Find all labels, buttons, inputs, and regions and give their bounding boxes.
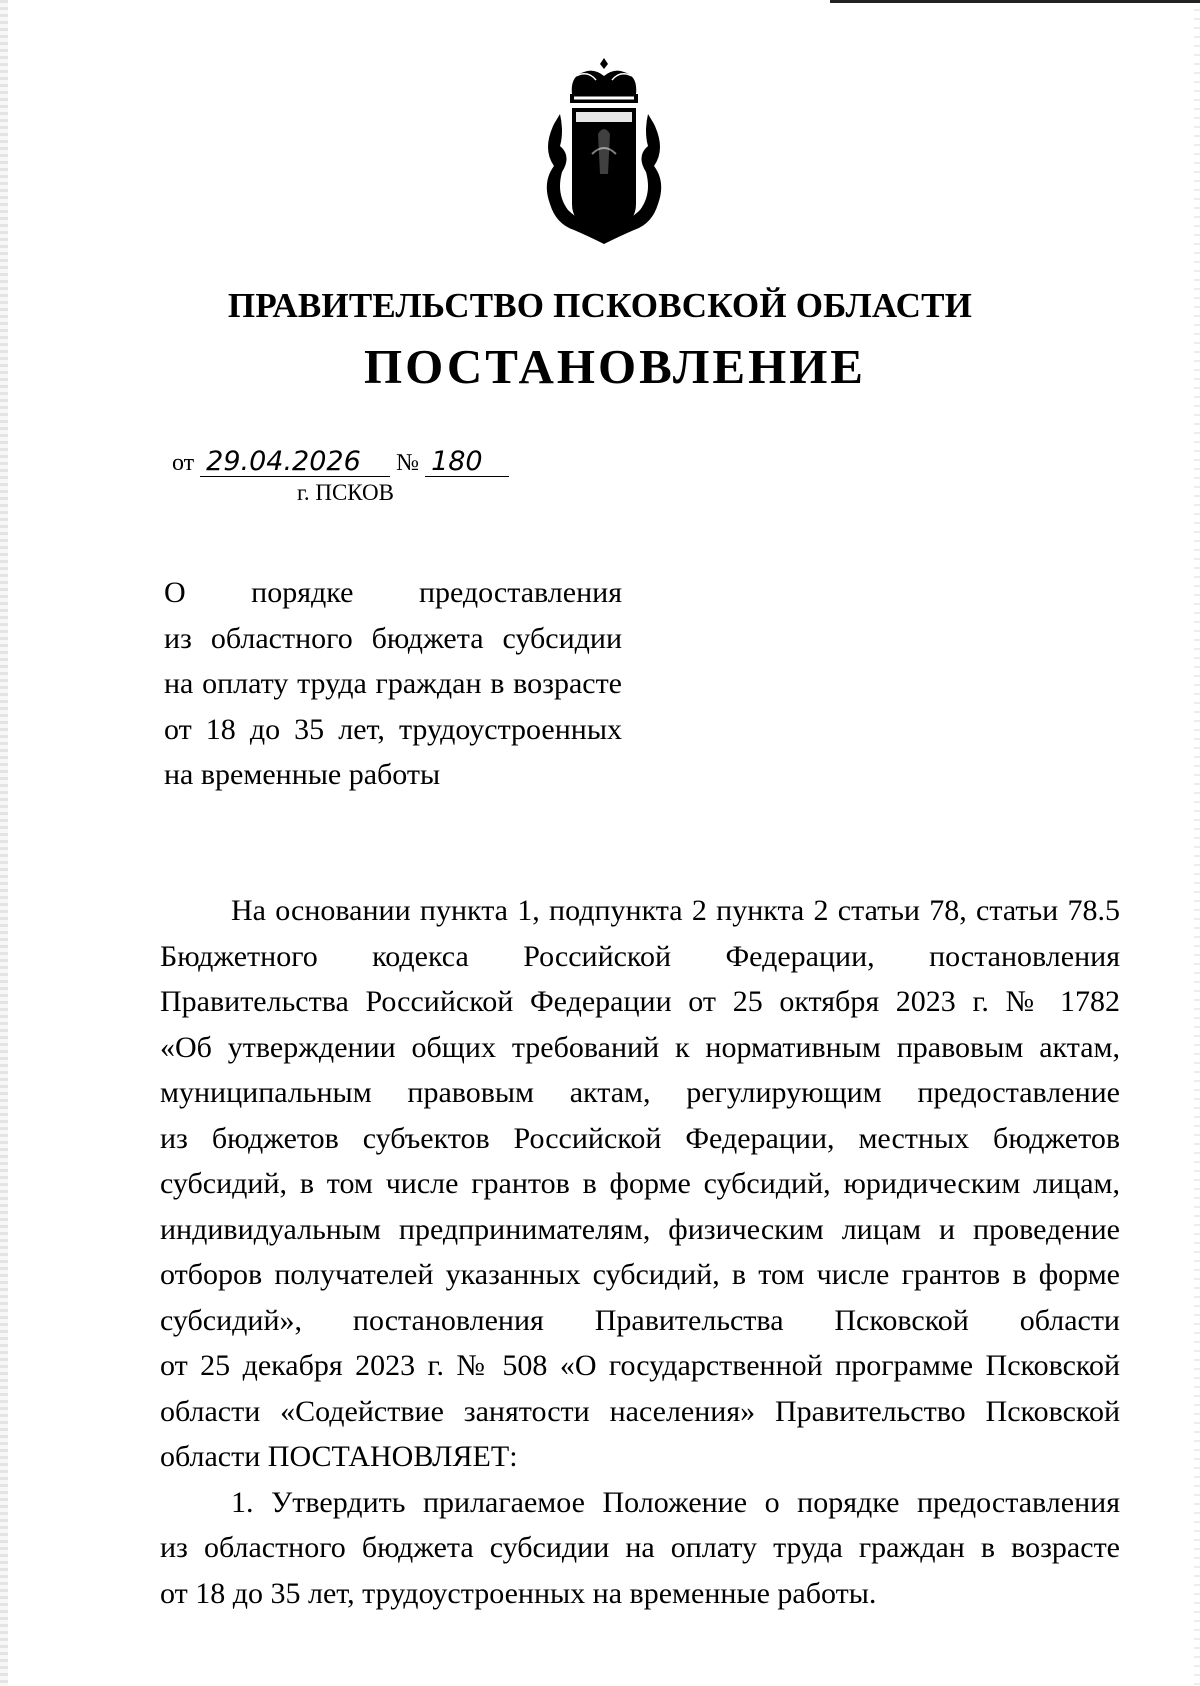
preamble-line: «Об утверждении общих требований к нормативным правовым актам,	[160, 1030, 1120, 1064]
preamble-line: муниципальным правовым актам, регулирующим предоставление	[160, 1076, 1120, 1109]
document-date: 29.04.2026	[200, 448, 390, 477]
scan-edge-left	[0, 0, 8, 1686]
document-title	[164, 570, 622, 798]
preamble-line: области «Содействие занятости населения» Правительство Псковской	[160, 1394, 1120, 1428]
title-line: из областного бюджета субсидии	[164, 621, 622, 655]
pskov-oblast-coat-of-arms-icon	[532, 54, 676, 254]
clause-line: из областного бюджета субсидии на оплату труда граждан в возрасте	[160, 1531, 1120, 1564]
preamble-line: индивидуальным предпринимателям, физическим лицам и проведение	[160, 1212, 1120, 1246]
registration-line	[172, 448, 509, 477]
preamble-line: Правительства Российской Федерации от 25 октября 2023 г. № 1782	[160, 985, 1120, 1018]
preamble-line: отборов получателей указанных субсидий, в том числе грантов в форме	[160, 1258, 1120, 1291]
number-prefix: №	[396, 450, 420, 476]
document-number: 180	[425, 448, 509, 477]
preamble-line: субсидий, в том числе грантов в форме субсидий, юридическим лицам,	[160, 1167, 1120, 1200]
title-line: на оплату труда граждан в возрасте	[164, 667, 622, 700]
clause-line: 1. Утвердить прилагаемое Положение о порядке предоставления	[231, 1485, 1120, 1519]
preamble-line: субсидий», постановления Правительства Псковской области	[160, 1303, 1120, 1337]
city-name: г. ПСКОВ	[297, 480, 395, 505]
scan-edge-right	[1194, 0, 1200, 1686]
title-line: от 18 до 35 лет, трудоустроенных	[164, 712, 622, 746]
preamble-line: области ПОСТАНОВЛЯЕТ:	[160, 1440, 518, 1473]
preamble-line: из бюджетов субъектов Российской Федерации, местных бюджетов	[160, 1121, 1120, 1155]
clause-line: от 18 до 35 лет, трудоустроенных на временные работы.	[160, 1576, 877, 1610]
preamble-line: Бюджетного кодекса Российской Федерации, постановления	[160, 939, 1120, 973]
preamble-line: На основании пункта 1, подпункта 2 пункта 2 статьи 78, статьи 78.5	[231, 894, 1120, 927]
title-line: на временные работы	[164, 758, 441, 791]
document-body	[160, 888, 1120, 1616]
document-type: ПОСТАНОВЛЕНИЕ	[364, 339, 866, 394]
title-line: О порядке предоставления	[164, 576, 622, 609]
organization-name: ПРАВИТЕЛЬСТВО ПСКОВСКОЙ ОБЛАСТИ	[227, 286, 973, 325]
date-prefix: от	[172, 450, 195, 476]
scan-edge-top	[830, 0, 1200, 3]
preamble-line: от 25 декабря 2023 г. № 508 «О государственной программе Псковской	[160, 1349, 1120, 1382]
